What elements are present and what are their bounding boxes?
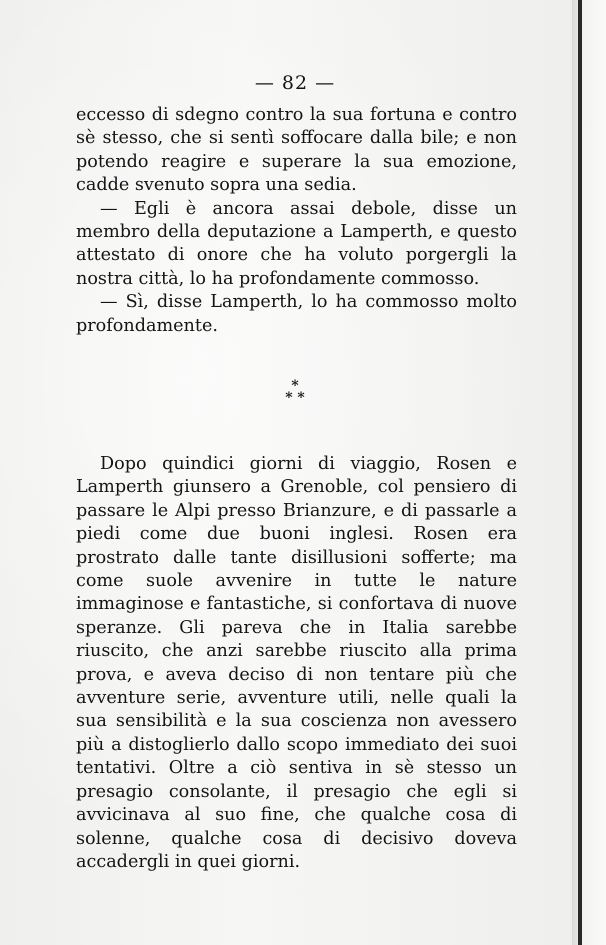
second-section bbox=[76, 453, 517, 874]
paragraph-body: Dopo quindici giorni di viaggio, Rosen e Lamperth giunsero a Grenoble, col pensiero di passare le Alpi presso Brianzure, e di passarle a piedi come due buoni inglesi. Rosen era prostrato dalle tante disillusioni sofferte; ma come suole avvenire in tutte le nature immaginose e fantastiche, si confortava di nuove speranze. Gli pareva che in Italia sarebbe riuscito, che anzi sarebbe riuscito alla prima prova, e aveva deciso di non tentare più che avventure serie, avventure utili, nelle quali la sua sensibilità e la sua coscienza non avessero più a distoglierlo dallo scopo immediato dei suoi tentativi. Oltre a ciò sentiva in sè stesso un presagio consolante, il presagio che egli si avvicinava al suo fine, che qualche cosa di solenne, qualche cosa di decisivo doveva accadergli in quei giorni. bbox=[76, 454, 517, 872]
paragraph-continuation: eccesso di sdegno contro la sua fortuna e contro sè stesso, che si sentì soffocare dalla bile; e non potendo reagire e superare la sua emozione, cadde svenuto sopra una sedia. bbox=[76, 105, 517, 196]
paragraph-dialogue-1: — Egli è ancora assai debole, disse un membro della deputazione a Lamperth, e questo attestato di onore che ha voluto porgergli la nostra città, lo ha profondamente commosso. bbox=[76, 198, 517, 289]
section-separator bbox=[0, 380, 590, 404]
paragraph-dialogue-2: — Sì, disse Lamperth, lo ha commosso molto profondamente. bbox=[76, 292, 517, 336]
separator-bottom-stars: * * bbox=[285, 390, 305, 406]
binding-edge bbox=[578, 0, 582, 945]
page-number: — 82 — bbox=[254, 72, 336, 94]
first-section bbox=[76, 104, 517, 338]
separator-top-star: * bbox=[291, 378, 299, 394]
